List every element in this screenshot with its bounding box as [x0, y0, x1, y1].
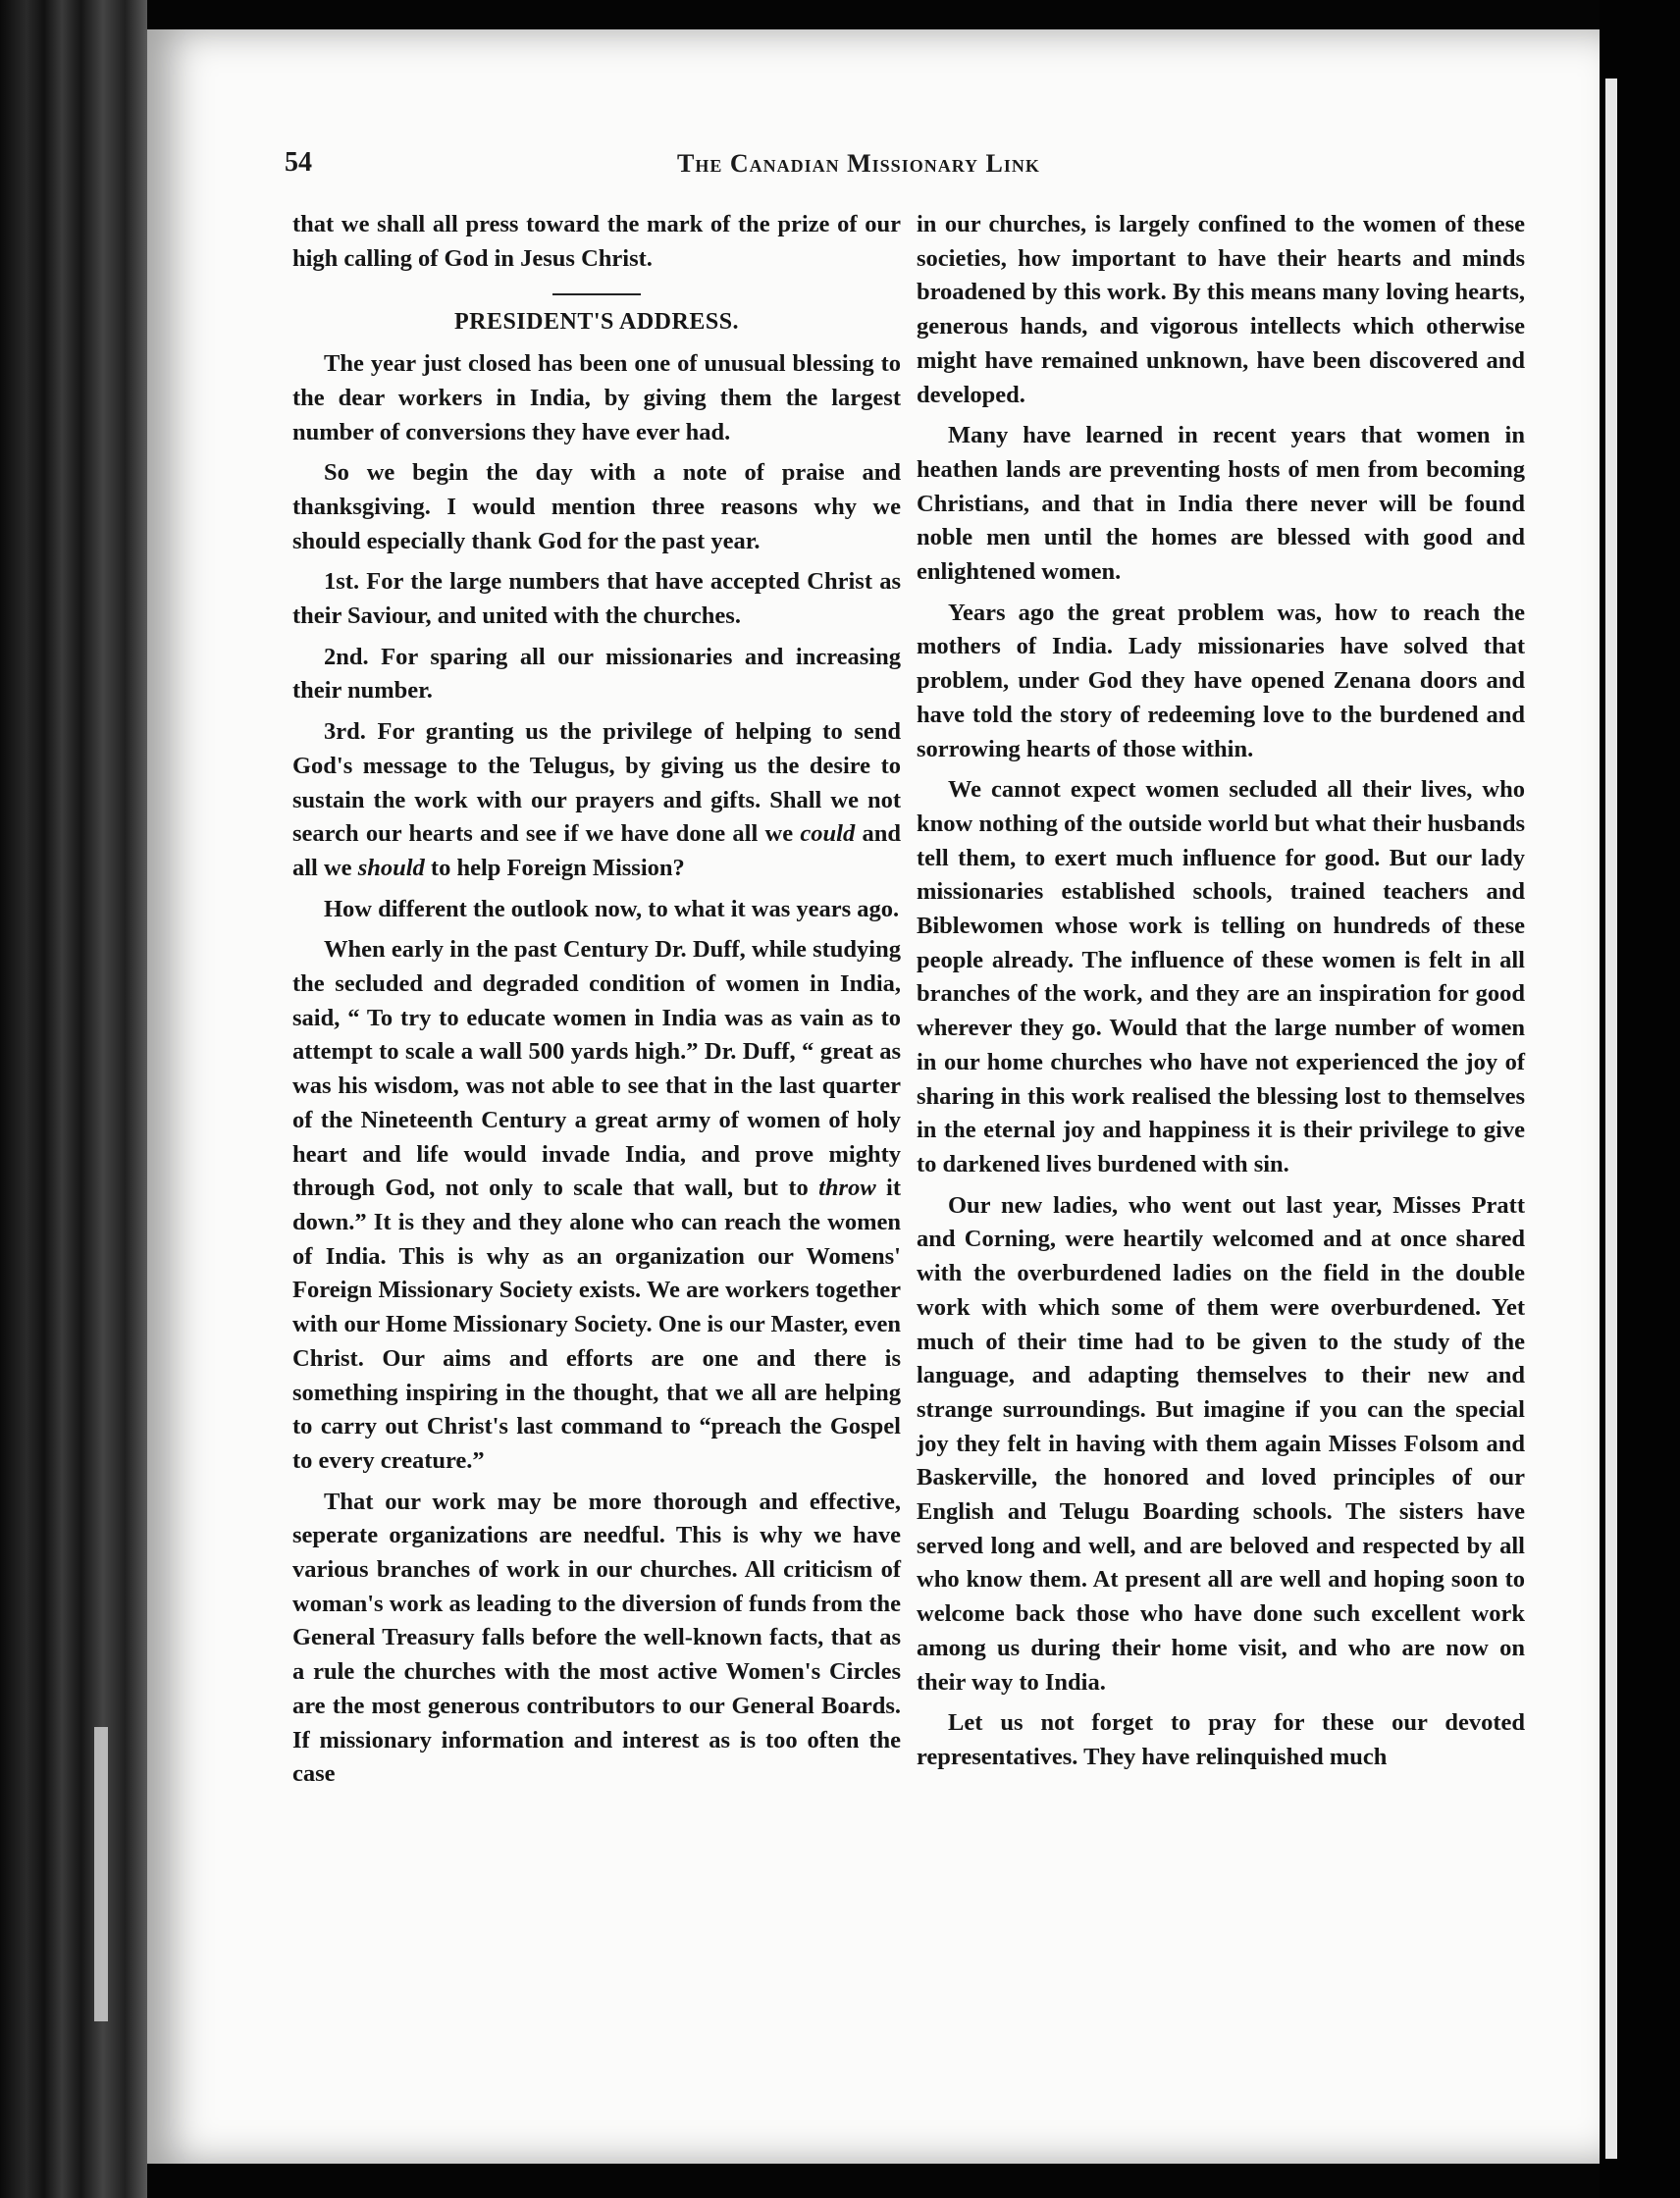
paragraph-5-text-a: 3rd. For granting us the privilege of helping to send God's message to the Telugus, by giving us the desire to sustain the work with our prayers and gifts. Shall we not search our hearts and see if we have done all we: [292, 718, 901, 848]
left-column: [292, 208, 901, 1799]
paragraph-7: [292, 933, 901, 1478]
paragraph-4: 2nd. For sparing all our missionaries and increasing their number.: [292, 643, 901, 705]
paragraph-7-text-a: When early in the past Century Dr. Duff, while studying the secluded and degraded condition of women in India, said, “ To try to educate women in India was as vain as to attempt to scale a wall 500 yards high.” Dr. Duff, “ great as was his wisdom, was not able to see that in the last quarter of the Nineteenth Century a great army of women of holy heart and life would invade India, and prove mighty through God, not only to scale that wall, but to: [292, 936, 901, 1202]
paragraph-2: So we begin the day with a note of praise and thanksgiving. I would mention three reasons why we should especially thank God for the past year.: [292, 459, 901, 554]
paragraph-r3: Years ago the great problem was, how to reach the mothers of India. Lady missionaries have solved that problem, under God they have opened Zenana doors and have told the story of redeeming love to the burdened and sorrowing hearts of those within.: [917, 599, 1525, 762]
running-title: The Canadian Missionary Link: [677, 149, 1040, 178]
emphasis-could: could: [800, 820, 856, 848]
paragraph-r2: Many have learned in recent years that women in heathen lands are preventing hosts of men from becoming Christians, and that in India there never will be found noble men until the homes are blessed with good and enlightened women.: [917, 422, 1525, 586]
adjacent-page-shadow: [1600, 0, 1680, 2198]
continued-paragraph: in our churches, is largely confined to the women of these societies, how important to have their hearts and minds broadened by this work. By this means many loving hearts, generous hands, and vigorous intellects which otherwise might have remained unknown, have been discovered and developed.: [917, 211, 1525, 408]
intro-paragraph: that we shall all press toward the mark of the prize of our high calling of God in Jesus Christ.: [292, 211, 901, 272]
paragraph-5-text-c: to help Foreign Mission?: [424, 854, 685, 881]
section-heading: PRESIDENT'S ADDRESS.: [453, 309, 740, 336]
paragraph-r4: We cannot expect women secluded all their lives, who know nothing of the outside world but what their husbands tell them, to exert much influence for good. But our lady missionaries established schools, trained teachers and Biblewomen whose work is telling on hundreds of these people already. The influence of these women is felt in all branches of the work, and they are an inspiration for good wherever they go. Would that the large number of women in our home churches who have not experienced the joy of sharing in this work realised the blessing lost to themselves in the eternal joy and happiness it is their privilege to give to darkened lives burdened with sin.: [917, 776, 1525, 1178]
section-divider: [552, 293, 641, 295]
paragraph-5-text-b: and all we: [292, 820, 901, 881]
page-edges: [94, 1727, 108, 2021]
paragraph-8: That our work may be more thorough and effective, seperate organizations are needful. This is why we have various branches of work in our churches. All criticism of woman's work as leading to the diversion of funds from the General Treasury falls before the well-known facts, that as a rule the churches with the most active Women's Circles are the most generous contributors to our General Boards. If missionary information and interest as is too often the case: [292, 1488, 901, 1788]
paragraph-6: How different the outlook now, to what it was years ago.: [324, 895, 900, 922]
paragraph-3: 1st. For the large numbers that have accepted Christ as their Saviour, and united with the churches.: [292, 568, 901, 630]
paragraph-5: [292, 715, 901, 886]
paragraph-r6: Let us not forget to pray for these our devoted representatives. They have relinquished much: [917, 1709, 1525, 1770]
right-column: [917, 208, 1525, 1782]
adjacent-page-edge: [1605, 78, 1617, 2159]
emphasis-throw: throw: [818, 1175, 876, 1202]
emphasis-should: should: [357, 854, 425, 881]
page-number: 54: [285, 147, 312, 178]
paragraph-7-text-b: it down.” It is they and they alone who can reach the women of India. This is why as an organization our Womens' Foreign Missionary Society exists. We are workers together with our Home Missionary Society. One is our Master, even Christ. Our aims and efforts are one and there is something inspiring in the thought, that we all are helping to carry out Christ's last command to “preach the Gospel to every creature.”: [292, 1175, 902, 1474]
page-header: [285, 147, 1286, 186]
paragraph-1: The year just closed has been one of unusual blessing to the dear workers in India, by giving them the largest number of conversions they have ever had.: [292, 350, 901, 445]
paragraph-r5: Our new ladies, who went out last year, Misses Pratt and Corning, were heartily welcomed and at once shared with the overburdened ladies on the field in the double work with which some of them were overburdened. Yet much of their time had to be given to the study of the language, and adapting themselves to their new and strange surroundings. But imagine if you can the special joy they felt in having with them again Misses Folsom and Baskerville, the honored and loved principles of our English and Telugu Boarding schools. The sisters have served long and well, and are beloved and respected by all who know them. At present all are well and hoping soon to welcome back those who have done such excellent work among us during their home visit, and who are now on their way to India.: [917, 1191, 1525, 1696]
book-binding: [0, 0, 147, 2198]
